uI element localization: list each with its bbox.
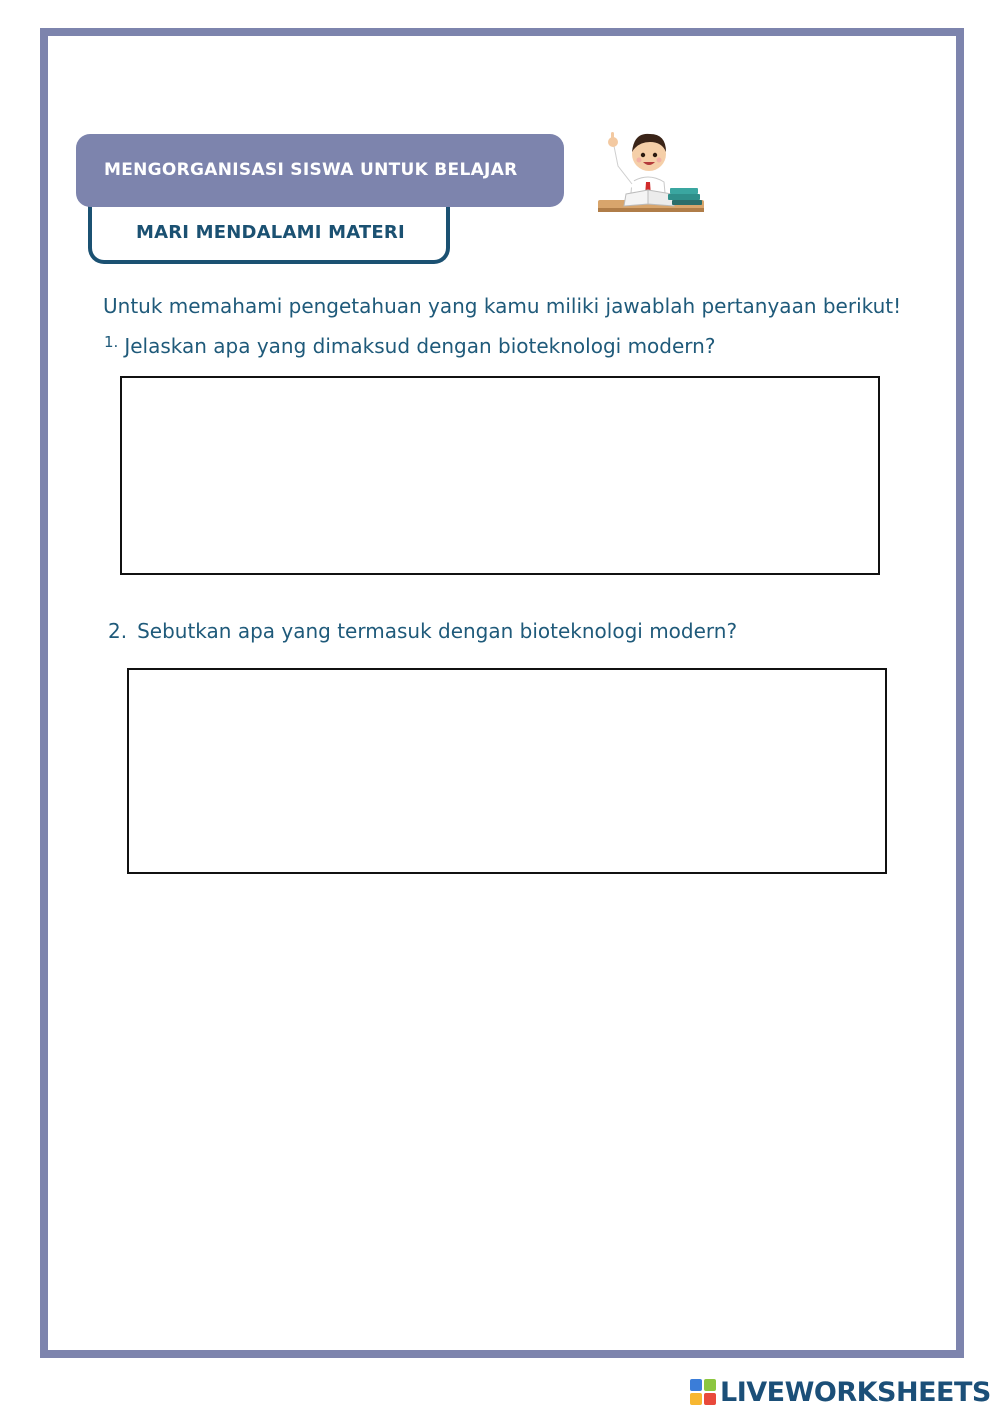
- question-2-number: 2.: [108, 619, 128, 643]
- question-1-text: Jelaskan apa yang dimaksud dengan bioteknologi modern?: [124, 334, 716, 358]
- instruction-text: Untuk memahami pengetahuan yang kamu miliki jawablah pertanyaan berikut!: [103, 294, 902, 318]
- subtitle-text: MARI MENDALAMI MATERI: [136, 222, 405, 243]
- question-1: [104, 334, 715, 358]
- question-2-text: Sebutkan apa yang termasuk dengan bioteknologi modern?: [137, 619, 738, 643]
- title-text: MENGORGANISASI SISWA UNTUK BELAJAR: [104, 160, 518, 180]
- answer-box-2[interactable]: [127, 668, 887, 874]
- answer-box-1[interactable]: [120, 376, 880, 575]
- liveworksheets-logo-icon: [690, 1379, 716, 1405]
- liveworksheets-logo: [690, 1376, 991, 1408]
- question-1-number: 1.: [104, 333, 119, 351]
- liveworksheets-brand-text: LIVEWORKSHEETS: [720, 1376, 991, 1408]
- question-2: [108, 619, 737, 643]
- student-at-desk-illustration: [592, 124, 708, 222]
